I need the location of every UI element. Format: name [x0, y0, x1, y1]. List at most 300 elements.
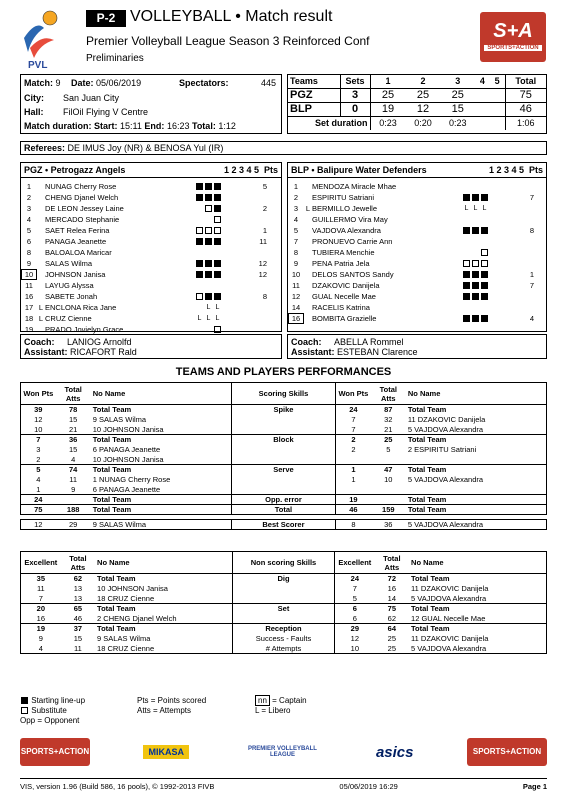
scoring-skills-table	[20, 382, 547, 530]
starter-square-icon	[481, 271, 488, 278]
won-points: 75	[34, 505, 43, 514]
skill-name	[231, 415, 335, 425]
player-number: 8	[26, 248, 32, 257]
sports-action-logo: S+A SPORTS+ACTION	[480, 12, 546, 62]
player-name: GUILLERMO Vira May	[312, 215, 388, 224]
empty-set-slot	[223, 315, 230, 322]
player-name: Total Team	[407, 405, 447, 415]
starter-square-icon	[205, 183, 212, 190]
column-header: Won Pts	[336, 383, 371, 405]
player-number: 5	[293, 226, 299, 235]
table-row	[21, 505, 547, 515]
empty-set-slot	[232, 183, 239, 190]
player-name: PANAGA Jeanette	[45, 237, 107, 246]
player-row	[21, 313, 281, 324]
legend-3: nn = Captain L = Libero	[255, 696, 307, 715]
total-attempts: 62	[387, 613, 397, 623]
player-number: 12	[291, 292, 301, 301]
won-points: 7	[38, 593, 43, 603]
empty-set-slot	[223, 326, 230, 333]
player-name: Total Team	[407, 495, 447, 504]
table-row	[21, 604, 547, 614]
player-name: CRUZ Cienne	[45, 314, 92, 323]
player-row	[21, 269, 281, 280]
total-attempts: 37	[73, 624, 83, 634]
skill-name: Best Scorer	[231, 520, 335, 530]
won-points: 24	[334, 574, 374, 584]
set-participation	[462, 249, 514, 256]
table-row	[21, 465, 547, 475]
player-row	[21, 236, 281, 247]
player-name: LAYUG Alyssa	[45, 281, 94, 290]
won-points: 39	[34, 405, 43, 415]
empty-set-slot	[205, 216, 212, 223]
set-participation	[462, 260, 514, 267]
won-points: 1	[336, 475, 371, 485]
empty-set-slot	[232, 238, 239, 245]
set-participation	[195, 194, 247, 201]
player-name: 5 VAJDOVA Alexandra	[407, 520, 484, 529]
won-points: 19	[336, 495, 371, 505]
column-header: No Name	[407, 389, 441, 398]
player-name: Total Team	[407, 465, 447, 475]
player-number: 11	[25, 281, 33, 290]
won-points: 1	[36, 484, 41, 494]
pvl-logo-text: PVL	[28, 60, 48, 70]
empty-set-slot	[490, 315, 497, 322]
player-number: 18	[24, 314, 34, 323]
empty-set-slot	[196, 216, 203, 223]
table-row	[21, 475, 547, 485]
empty-set-slot	[490, 205, 497, 212]
player-name: DZAKOVIC Danijela	[312, 281, 380, 290]
player-name: 11 DZAKOVIC Danijela	[411, 634, 489, 643]
team-a-title: PGZ • Petrogazz Angels	[24, 165, 126, 175]
pvl-logo	[14, 8, 66, 70]
player-number: 6	[26, 237, 32, 246]
total-attempts: 4	[71, 454, 76, 464]
skill-name	[232, 614, 334, 624]
starter-square-icon	[481, 293, 488, 300]
empty-set-slot	[232, 216, 239, 223]
player-name: GUAL Necelle Mae	[312, 292, 376, 301]
total-attempts: 15	[69, 445, 78, 454]
empty-set-slot	[232, 227, 239, 234]
sponsor-sports-action: SPORTS+ACTION	[20, 738, 90, 766]
table-row	[21, 455, 547, 465]
player-name: ESPIRITU Satriani	[312, 193, 375, 202]
won-points: 11	[36, 584, 45, 593]
empty-set-slot	[232, 293, 239, 300]
player-number: 3	[293, 204, 299, 213]
won-points: 19	[36, 624, 46, 634]
empty-set-slot	[490, 249, 497, 256]
player-number: 11	[292, 281, 300, 290]
won-points: 6	[334, 604, 374, 614]
column-header: No Name	[92, 389, 126, 398]
player-number: 3	[26, 204, 32, 213]
league-name: Premier Volleyball League Season 3 Reinforced Conf	[86, 34, 370, 48]
starter-square-icon	[214, 271, 221, 278]
set-participation	[462, 293, 514, 300]
empty-set-slot	[196, 326, 203, 333]
column-header: Scoring Skills	[231, 383, 335, 405]
player-number: 16	[288, 313, 304, 324]
player-number: 10	[291, 270, 301, 279]
player-name: Total Team	[411, 604, 450, 614]
player-row	[21, 247, 281, 258]
total-attempts	[56, 495, 91, 505]
empty-set-slot	[223, 304, 230, 311]
player-name: 2 ESPIRITU Satriani	[407, 445, 477, 454]
player-number: 14	[291, 303, 301, 312]
player-row	[21, 291, 281, 302]
libero-mark: L	[197, 315, 202, 322]
player-name: 12 GUAL Necelle Mae	[411, 613, 486, 623]
substitute-square-icon	[214, 227, 221, 234]
player-name: BERMILLO Jewelle	[312, 204, 378, 213]
player-name: 5 VAJDOVA Alexandra	[411, 643, 487, 653]
empty-set-slot	[232, 304, 239, 311]
total-attempts: 87	[384, 405, 393, 415]
won-points: 12	[334, 634, 374, 644]
won-points: 7	[36, 435, 41, 445]
player-row	[288, 203, 546, 214]
team-b-staff: Coach: ABELLA Rommel Assistant: ESTEBAN Clarence	[287, 334, 547, 359]
total-attempts: 36	[69, 435, 78, 445]
table-row	[21, 485, 547, 495]
substitute-square-icon	[481, 249, 488, 256]
won-points: 35	[36, 574, 46, 584]
empty-set-slot	[223, 205, 230, 212]
libero-mark: L	[464, 205, 469, 212]
set-participation	[462, 315, 514, 322]
won-points: 10	[34, 424, 43, 434]
empty-set-slot	[232, 194, 239, 201]
skill-name	[231, 485, 335, 495]
player-name: TUBIERA Menchie	[312, 248, 375, 257]
won-points: 12	[34, 415, 43, 424]
starter-square-icon	[481, 282, 488, 289]
column-header: Excellent	[24, 558, 58, 567]
won-points: 5	[36, 465, 41, 475]
player-name: Total Team	[411, 574, 450, 584]
best-scorer-row	[21, 520, 547, 530]
player-points: 1	[262, 226, 267, 235]
total-attempts: 65	[73, 604, 83, 614]
starter-square-icon	[463, 282, 470, 289]
empty-set-slot	[499, 315, 506, 322]
player-name: CHENG Djanel Welch	[45, 193, 119, 202]
empty-set-slot	[472, 249, 479, 256]
total-attempts: 14	[387, 593, 397, 603]
starter-square-icon	[472, 282, 479, 289]
player-name: 6 PANAGA Jeanette	[92, 445, 161, 454]
libero-mark: L	[305, 204, 311, 213]
sponsor-pvl: PREMIER VOLLEYBALL LEAGUE	[247, 746, 317, 758]
empty-set-slot	[499, 271, 506, 278]
empty-set-slot	[223, 238, 230, 245]
player-points: 7	[529, 281, 534, 290]
libero-mark: L	[206, 315, 211, 322]
player-name: PRONUEVO Carrie Ann	[312, 237, 393, 246]
column-header: Non scoring Skills	[232, 552, 334, 574]
table-row	[21, 425, 547, 435]
player-row	[21, 192, 281, 203]
player-row	[21, 302, 281, 313]
player-number: 1	[26, 182, 32, 191]
player-number: 5	[26, 226, 32, 235]
won-points: 7	[334, 584, 374, 594]
team-b-title: BLP • Balipure Water Defenders	[291, 165, 427, 175]
match-code: P-2	[86, 10, 126, 27]
empty-set-slot	[463, 249, 470, 256]
player-name: Total Team	[92, 505, 132, 514]
table-row	[21, 445, 547, 455]
won-points: 8	[336, 520, 371, 530]
player-row	[21, 214, 281, 225]
empty-set-slot	[232, 205, 239, 212]
won-points: 46	[336, 505, 371, 515]
total-attempts: 64	[387, 624, 397, 634]
player-name: 18 CRUZ Cienne	[97, 643, 155, 653]
libero-mark: L	[206, 304, 211, 311]
column-header: Won Pts	[23, 389, 54, 398]
starter-square-icon	[214, 293, 221, 300]
player-name: JOHNSON Janisa	[45, 270, 106, 279]
footer: VIS, version 1.96 (Build 586, 16 pools), © 1992-2013 FIVB 05/06/2019 16:29 Page 1	[20, 778, 547, 791]
libero-mark: L	[215, 304, 220, 311]
total-attempts: 9	[71, 484, 76, 494]
empty-set-slot	[490, 282, 497, 289]
empty-set-slot	[223, 293, 230, 300]
total-attempts: 75	[387, 604, 397, 614]
won-points: 2	[36, 454, 41, 464]
team-a-staff: Coach: LANIOG Arnolfd Assistant: RICAFORT Rald	[20, 334, 282, 359]
empty-set-slot	[499, 194, 506, 201]
total-attempts: 16	[387, 584, 397, 593]
starter-square-icon	[214, 183, 221, 190]
total-attempts	[371, 455, 406, 465]
total-attempts: 11	[73, 643, 82, 653]
player-name	[406, 485, 547, 495]
match-info: Match: 9 Date: 05/06/2019 Spectators: 445 City: San Juan City Hall: FilOil Flying V Centre Match duration: Start: 15:11 End: 16:23 Total: 1:12	[20, 74, 282, 134]
total-attempts: 15	[69, 415, 78, 424]
empty-set-slot	[490, 194, 497, 201]
player-row	[288, 313, 546, 324]
player-name: Total Team	[97, 574, 136, 584]
total-attempts: 11	[69, 475, 78, 484]
player-number: 16	[24, 292, 34, 301]
player-number: 1	[293, 182, 299, 191]
substitute-square-icon	[472, 260, 479, 267]
total-attempts: 78	[69, 405, 78, 415]
player-name: Total Team	[97, 624, 136, 634]
skill-name	[231, 425, 335, 435]
player-row	[21, 258, 281, 269]
empty-set-slot	[490, 271, 497, 278]
set-participation	[462, 205, 514, 212]
starter-square-icon	[196, 183, 203, 190]
table-row	[21, 594, 547, 604]
set-participation	[195, 260, 247, 267]
player-row	[288, 291, 546, 302]
won-points: 7	[336, 425, 371, 435]
libero-mark: L	[473, 205, 478, 212]
won-points: 7	[336, 415, 371, 425]
sponsor-sports-action-hd: SPORTS+ACTION HD	[467, 738, 547, 766]
player-row	[288, 269, 546, 280]
player-name: PRADO Jovielyn Grace	[45, 325, 124, 334]
skill-name: # Attempts	[232, 644, 334, 654]
empty-set-slot	[205, 326, 212, 333]
player-name: 11 DZAKOVIC Danijela	[407, 415, 486, 424]
player-number: 10	[21, 269, 37, 280]
player-name: 2 CHENG Djanel Welch	[97, 613, 177, 623]
skill-name	[232, 594, 334, 604]
player-row	[21, 280, 281, 291]
player-name: Total Team	[407, 435, 447, 445]
player-number: 4	[26, 215, 32, 224]
starter-square-icon	[472, 293, 479, 300]
performance-title: TEAMS AND PLAYERS PERFORMANCES	[175, 366, 392, 378]
player-name: 11 DZAKOVIC Danijela	[411, 584, 489, 593]
table-row	[21, 614, 547, 624]
starter-square-icon	[481, 227, 488, 234]
won-points: 29	[334, 624, 374, 634]
player-row	[288, 225, 546, 236]
total-attempts: 25	[384, 435, 393, 445]
won-points: 9	[38, 634, 43, 643]
player-name: Total Team	[97, 604, 136, 614]
player-name	[406, 455, 547, 465]
player-number: 17	[24, 303, 34, 312]
player-name: MERCADO Stephanie	[45, 215, 120, 224]
set-participation	[195, 326, 247, 333]
skill-name	[232, 584, 334, 594]
starter-square-icon	[205, 271, 212, 278]
column-header: Total Atts	[69, 553, 87, 572]
skill-name: Success - Faults	[232, 634, 334, 644]
starter-square-icon	[214, 194, 221, 201]
starter-square-icon	[205, 260, 212, 267]
player-name: Total Team	[92, 465, 132, 475]
phase: Preliminaries	[86, 53, 144, 64]
player-row	[288, 302, 546, 313]
player-number: 8	[293, 248, 299, 257]
column-header: Total Atts	[64, 384, 82, 403]
player-number: 9	[26, 259, 32, 268]
table-row	[21, 644, 547, 654]
starter-square-icon	[196, 260, 203, 267]
skill-name: Dig	[232, 574, 334, 584]
total-attempts: 72	[387, 574, 397, 584]
player-row	[288, 280, 546, 291]
empty-set-slot	[499, 260, 506, 267]
starter-square-icon	[463, 315, 470, 322]
won-points: 12	[34, 520, 43, 529]
set-participation	[462, 194, 514, 201]
player-points: 1	[529, 270, 534, 279]
player-name: 9 SALAS Wilma	[92, 415, 147, 424]
substitute-square-icon	[214, 216, 221, 223]
player-name: SABETE Jonah	[45, 292, 98, 301]
player-number: 7	[293, 237, 299, 246]
libero-mark: L	[38, 314, 44, 323]
set-participation	[195, 183, 247, 190]
player-number: 4	[293, 215, 299, 224]
player-points: 11	[259, 237, 267, 246]
sponsor-mikasa: MIKASA	[143, 745, 189, 759]
empty-set-slot	[232, 271, 239, 278]
set-participation	[195, 227, 247, 234]
substitute-square-icon	[205, 227, 212, 234]
skill-name: Set	[232, 604, 334, 614]
player-name: DE LEON Jessey Laine	[45, 204, 124, 213]
player-row	[288, 214, 546, 225]
empty-set-slot	[499, 227, 506, 234]
player-name: MENDOZA Miracle Mhae	[312, 182, 397, 191]
nonscoring-skills-table	[20, 551, 547, 654]
player-row	[21, 225, 281, 236]
empty-set-slot	[232, 315, 239, 322]
set-participation	[462, 271, 514, 278]
player-row	[21, 181, 281, 192]
skill-name: Serve	[231, 465, 335, 475]
player-name: SAET Relea Ferina	[45, 226, 110, 235]
set-participation	[195, 271, 247, 278]
set-participation	[195, 293, 247, 300]
total-attempts: 15	[73, 634, 83, 643]
total-attempts: 36	[384, 520, 393, 529]
total-attempts: 25	[387, 634, 397, 643]
won-points: 4	[36, 475, 41, 484]
player-name: 5 VAJDOVA Alexandra	[407, 475, 484, 484]
starter-square-icon	[463, 227, 470, 234]
total-attempts: 13	[73, 593, 83, 603]
player-name: 5 VAJDOVA Alexandra	[407, 424, 484, 434]
score-table: Teams Sets 1 2 3 4 5 Total PGZ 3 25 25 25 75 BLP 0 19 12 15 46 Set duration 0:23 0:20 0:23 1:06	[287, 74, 547, 134]
column-header: Total Atts	[379, 384, 397, 403]
set-participation	[195, 216, 247, 223]
empty-set-slot	[490, 227, 497, 234]
player-row	[21, 203, 281, 214]
player-name: Total Team	[411, 624, 450, 634]
libero-mark: L	[38, 303, 44, 312]
player-name: Total Team	[92, 495, 132, 504]
substitute-square-icon	[481, 260, 488, 267]
empty-set-slot	[499, 282, 506, 289]
total-attempts: 13	[73, 584, 83, 593]
substitute-square-icon	[196, 293, 203, 300]
won-points: 24	[34, 495, 43, 504]
skill-name: Spike	[231, 405, 335, 415]
empty-set-slot	[499, 249, 506, 256]
libero-mark: L	[215, 315, 220, 322]
total-attempts: 32	[384, 415, 393, 424]
total-attempts: 62	[73, 574, 83, 584]
player-name: NUNAG Cherry Rose	[45, 182, 117, 191]
player-row	[288, 192, 546, 203]
starter-square-icon	[205, 238, 212, 245]
starter-square-icon	[196, 194, 203, 201]
total-attempts: 47	[384, 465, 393, 475]
player-name: PENA Patria Jela	[312, 259, 370, 268]
player-name: BOMBITA Grazielle	[312, 314, 377, 323]
set-participation	[195, 238, 247, 245]
player-name: SALAS Wilma	[45, 259, 93, 268]
sports-action-logo-text: SPORTS+ACTION	[484, 45, 542, 51]
